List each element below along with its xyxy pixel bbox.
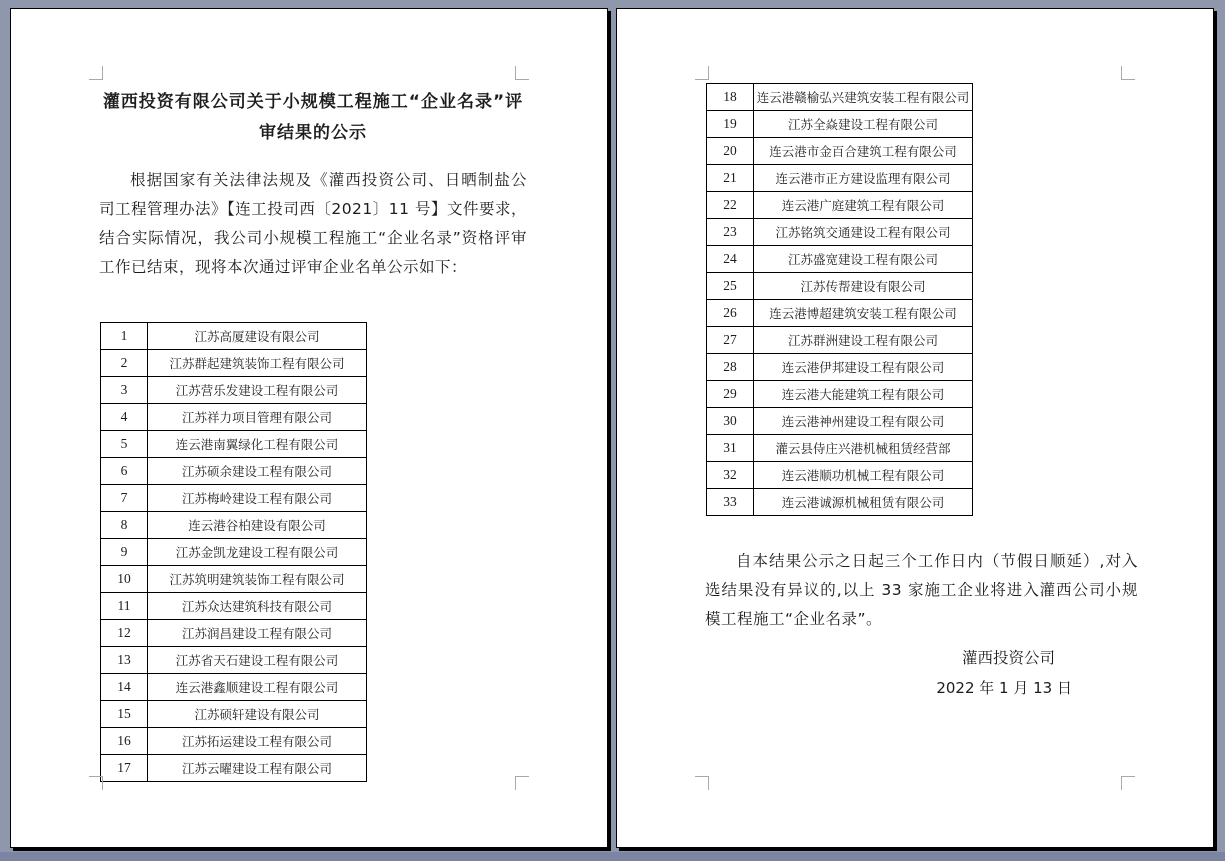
row-number: 7 [101, 485, 148, 512]
row-number: 19 [707, 111, 754, 138]
table-row [707, 354, 973, 381]
row-number: 14 [101, 674, 148, 701]
table-row [101, 485, 367, 512]
row-number: 24 [707, 246, 754, 273]
table-row [101, 323, 367, 350]
row-number: 23 [707, 219, 754, 246]
table-row [101, 728, 367, 755]
table-row [707, 84, 973, 111]
table-row [101, 539, 367, 566]
row-number: 25 [707, 273, 754, 300]
table-row [101, 431, 367, 458]
company-name: 江苏祥力项目管理有限公司 [148, 404, 367, 431]
row-number: 26 [707, 300, 754, 327]
company-name: 连云港鑫顺建设工程有限公司 [148, 674, 367, 701]
company-name: 连云港神州建设工程有限公司 [754, 408, 973, 435]
table-row [707, 327, 973, 354]
company-name: 连云港市金百合建筑工程有限公司 [754, 138, 973, 165]
company-name: 连云港诚源机械租赁有限公司 [754, 489, 973, 516]
row-number: 28 [707, 354, 754, 381]
table-row [101, 620, 367, 647]
company-name: 江苏润昌建设工程有限公司 [148, 620, 367, 647]
margin-mark-top-right [515, 66, 529, 80]
table-row [707, 111, 973, 138]
company-name: 连云港谷柏建设有限公司 [148, 512, 367, 539]
company-name: 连云港南翼绿化工程有限公司 [148, 431, 367, 458]
company-name: 江苏群洲建设工程有限公司 [754, 327, 973, 354]
table-row [707, 246, 973, 273]
table-row [101, 566, 367, 593]
company-name: 江苏铭筑交通建设工程有限公司 [754, 219, 973, 246]
row-number: 32 [707, 462, 754, 489]
company-name: 江苏全焱建设工程有限公司 [754, 111, 973, 138]
document-page-2 [616, 8, 1214, 848]
row-number: 30 [707, 408, 754, 435]
company-name: 江苏高厦建设有限公司 [148, 323, 367, 350]
intro-paragraph: 根据国家有关法律法规及《灌西投资公司、日晒制盐公司工程管理办法》【连工投司西〔2021〕11 号】文件要求，结合实际情况，我公司小规模工程施工“企业名录”资格评审工作已结束，现将本次通过评审企业名单公示如下： [99, 171, 527, 276]
company-name: 连云港博超建筑安装工程有限公司 [754, 300, 973, 327]
company-name: 连云港伊邦建设工程有限公司 [754, 354, 973, 381]
row-number: 2 [101, 350, 148, 377]
margin-mark-bottom-left [89, 776, 103, 790]
company-name: 江苏省天石建设工程有限公司 [148, 647, 367, 674]
row-number: 20 [707, 138, 754, 165]
table-row [101, 701, 367, 728]
margin-mark-bottom-left [695, 776, 709, 790]
margin-mark-bottom-right [515, 776, 529, 790]
margin-mark-bottom-right [1121, 776, 1135, 790]
document-title-line2: 审结果的公示 [259, 123, 367, 143]
company-name: 江苏众达建筑科技有限公司 [148, 593, 367, 620]
company-name: 江苏盛宽建设工程有限公司 [754, 246, 973, 273]
table-row [101, 458, 367, 485]
row-number: 8 [101, 512, 148, 539]
company-name: 江苏拓运建设工程有限公司 [148, 728, 367, 755]
row-number: 10 [101, 566, 148, 593]
row-number: 17 [101, 755, 148, 782]
table-row [101, 512, 367, 539]
company-name: 江苏硕轩建设有限公司 [148, 701, 367, 728]
company-name: 连云港市正方建设监理有限公司 [754, 165, 973, 192]
table-row [707, 489, 973, 516]
table-row [707, 138, 973, 165]
window-bottom-edge [0, 852, 1225, 861]
row-number: 6 [101, 458, 148, 485]
company-name: 江苏金凯龙建设工程有限公司 [148, 539, 367, 566]
signature-date: 2022 年 1 月 13 日 [936, 679, 1072, 697]
row-number: 3 [101, 377, 148, 404]
company-name: 连云港大能建筑工程有限公司 [754, 381, 973, 408]
company-name: 连云港广庭建筑工程有限公司 [754, 192, 973, 219]
table-row [707, 408, 973, 435]
company-table-page1 [100, 322, 367, 782]
table-row [707, 273, 973, 300]
table-row [707, 462, 973, 489]
row-number: 29 [707, 381, 754, 408]
company-name: 江苏硕余建设工程有限公司 [148, 458, 367, 485]
table-row [101, 647, 367, 674]
table-row [707, 381, 973, 408]
closing-paragraph: 自本结果公示之日起三个工作日内（节假日顺延）,对入选结果没有异议的,以上 33 家施工企业将进入灌西公司小规模工程施工“企业名录”。 [705, 552, 1138, 628]
company-name: 江苏群起建筑装饰工程有限公司 [148, 350, 367, 377]
row-number: 22 [707, 192, 754, 219]
row-number: 31 [707, 435, 754, 462]
company-name: 灌云县侍庄兴港机械租赁经营部 [754, 435, 973, 462]
document-title [99, 87, 527, 149]
company-name: 江苏云曜建设工程有限公司 [148, 755, 367, 782]
table-row [101, 377, 367, 404]
company-name: 江苏梅岭建设工程有限公司 [148, 485, 367, 512]
table-row [707, 219, 973, 246]
table-row [707, 165, 973, 192]
row-number: 18 [707, 84, 754, 111]
row-number: 1 [101, 323, 148, 350]
margin-mark-top-right [1121, 66, 1135, 80]
row-number: 4 [101, 404, 148, 431]
company-name: 江苏筑明建筑装饰工程有限公司 [148, 566, 367, 593]
row-number: 9 [101, 539, 148, 566]
row-number: 12 [101, 620, 148, 647]
row-number: 11 [101, 593, 148, 620]
table-row [707, 435, 973, 462]
company-name: 江苏传帮建设有限公司 [754, 273, 973, 300]
row-number: 33 [707, 489, 754, 516]
row-number: 5 [101, 431, 148, 458]
row-number: 13 [101, 647, 148, 674]
table-row [707, 192, 973, 219]
document-page-1 [10, 8, 608, 848]
margin-mark-top-left [695, 66, 709, 80]
margin-mark-top-left [89, 66, 103, 80]
signature: 灌西投资公司 [961, 649, 1055, 667]
table-row [101, 674, 367, 701]
row-number: 15 [101, 701, 148, 728]
company-name: 连云港顺功机械工程有限公司 [754, 462, 973, 489]
table-row [101, 593, 367, 620]
row-number: 21 [707, 165, 754, 192]
table-row [101, 404, 367, 431]
company-name: 江苏营乐发建设工程有限公司 [148, 377, 367, 404]
table-row [101, 755, 367, 782]
row-number: 16 [101, 728, 148, 755]
table-row [101, 350, 367, 377]
row-number: 27 [707, 327, 754, 354]
company-name: 连云港赣榆弘兴建筑安装工程有限公司 [754, 84, 973, 111]
table-row [707, 300, 973, 327]
company-table-page2 [706, 83, 973, 516]
document-title-line1: 灌西投资有限公司关于小规模工程施工“企业名录”评 [102, 92, 524, 112]
